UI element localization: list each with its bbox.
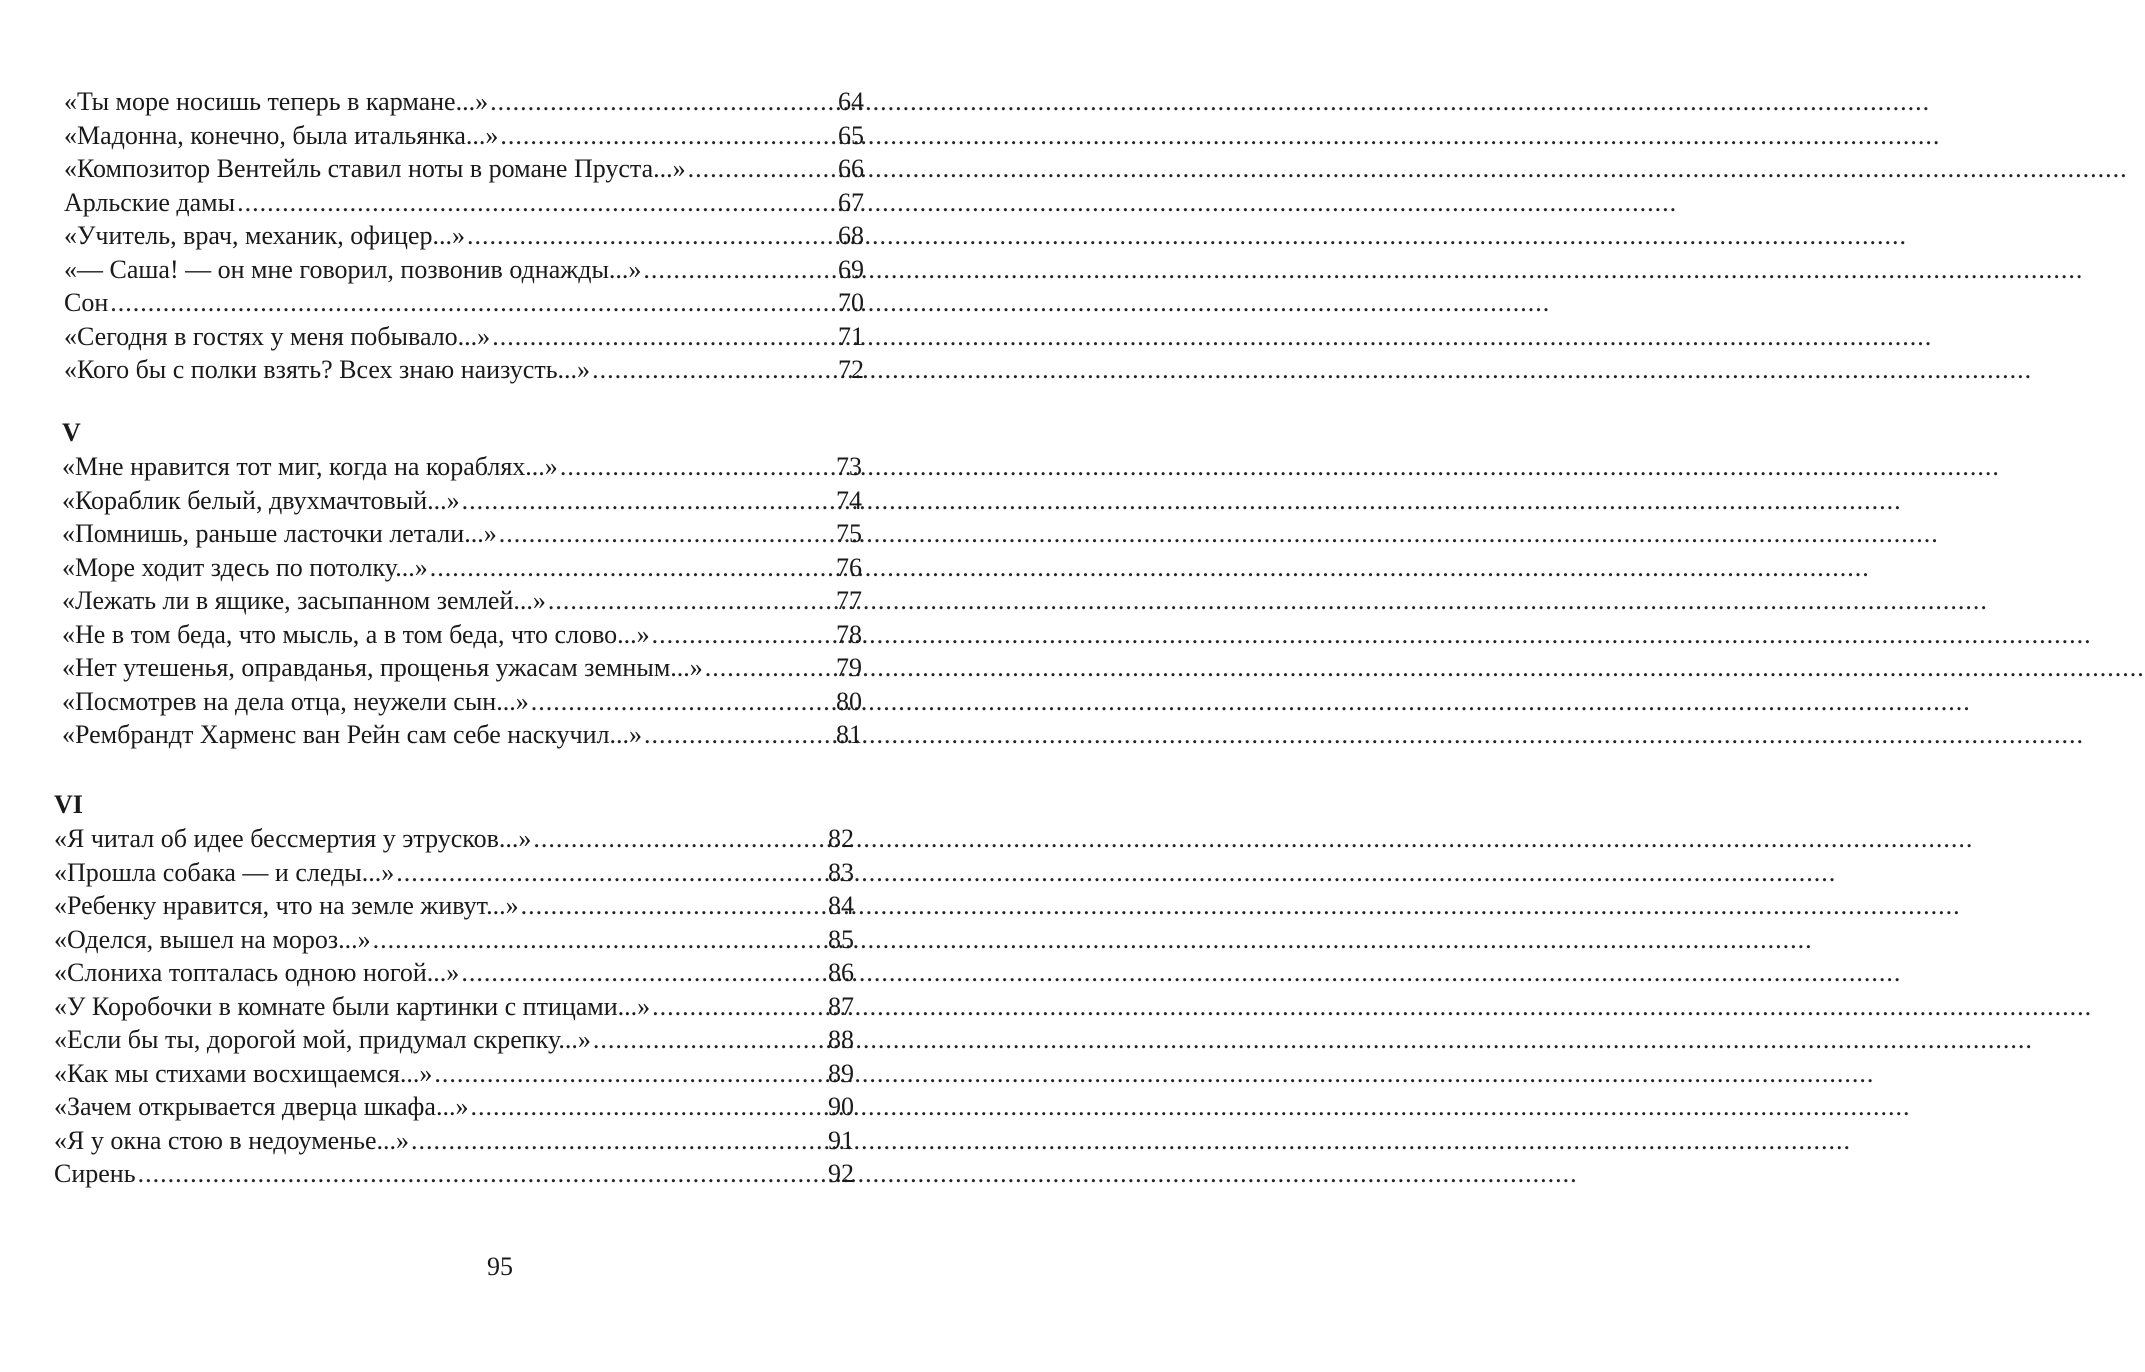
- toc-leader-dots: [499, 517, 834, 551]
- toc-entry-title: «Ребенку нравится, что на земле живут...»: [54, 891, 519, 920]
- toc-leader-dots: [592, 353, 836, 387]
- toc-leader-dots: [467, 219, 836, 253]
- toc-entry-page: 81: [836, 720, 862, 749]
- toc-leader-dots: [138, 1157, 826, 1191]
- toc-leader-dots: [533, 822, 826, 856]
- toc-leader-dots: [434, 1057, 826, 1091]
- toc-leader-dots: [411, 1124, 826, 1158]
- toc-leader-dots: [643, 253, 836, 287]
- toc-entry-title: «Ты море носишь теперь в кармане...»: [64, 87, 489, 116]
- toc-entry-title: «Как мы стихами восхищаемся...»: [54, 1058, 433, 1088]
- toc-entry-page: 86: [828, 958, 854, 987]
- toc-entry: [54, 856, 854, 890]
- toc-entry-page: 66: [838, 154, 864, 183]
- toc-entry-page: 89: [828, 1058, 854, 1088]
- section-heading: VI: [54, 790, 83, 819]
- toc-entry: [54, 956, 854, 990]
- toc-leader-dots: [396, 856, 826, 890]
- toc-leader-dots: [531, 685, 834, 719]
- toc-entry-page: 71: [838, 321, 864, 351]
- toc-entry-page: 82: [828, 824, 854, 853]
- toc-entry-page: 70: [838, 288, 864, 317]
- toc-entry-page: 72: [838, 355, 864, 384]
- toc-entry: [64, 320, 864, 354]
- page-number: 95: [487, 1252, 513, 1281]
- toc-entry-title: «Я читал об идее бессмертия у этрусков...»: [54, 824, 532, 853]
- toc-entry-page: 76: [836, 552, 862, 582]
- toc-entry: [64, 119, 864, 153]
- toc-leader-dots: [652, 990, 826, 1024]
- toc-entry: [54, 923, 854, 957]
- toc-entry-title: Арльские дамы: [64, 187, 236, 217]
- toc-entry-title: «У Коробочки в комнате были картинки с птицами...»: [54, 991, 651, 1021]
- toc-entry: [64, 152, 864, 186]
- toc-entry-page: 90: [828, 1092, 854, 1121]
- toc-section-vi: [54, 788, 854, 1191]
- toc-entry-title: Сирень: [54, 1159, 136, 1188]
- toc-entry: [64, 253, 864, 287]
- toc-entry-page: 87: [828, 991, 854, 1021]
- section-heading: V: [62, 418, 81, 447]
- toc-entry: [64, 286, 864, 320]
- toc-entry-page: 84: [828, 891, 854, 920]
- toc-entry-title: «Оделся, вышел на мороз...»: [54, 924, 371, 954]
- toc-entry-title: «Композитор Вентейль ставил ноты в романе Пруста...»: [64, 154, 686, 183]
- toc-entry: [62, 484, 862, 518]
- toc-entry-title: «Кораблик белый, двухмачтовый...»: [62, 485, 460, 515]
- toc-entry-title: «Если бы ты, дорогой мой, придумал скрепку...»: [54, 1025, 591, 1054]
- toc-leader-dots: [110, 286, 836, 320]
- toc-entry-title: Сон: [64, 288, 109, 317]
- toc-entry-title: «Посмотрев на дела отца, неужели сын...»: [62, 686, 529, 716]
- toc-entry: [54, 1157, 854, 1191]
- toc-entry: [62, 584, 862, 618]
- toc-entry: [64, 353, 864, 387]
- toc-leader-dots: [373, 923, 826, 957]
- toc-entry: [62, 718, 862, 752]
- toc-entry-page: 65: [838, 120, 864, 150]
- toc-entry-page: 73: [836, 452, 862, 481]
- toc-entry-page: 74: [836, 485, 862, 515]
- toc-entry-title: «Мадонна, конечно, была итальянка...»: [64, 120, 499, 150]
- toc-entry-title: «Я у окна стою в недоуменье...»: [54, 1125, 409, 1155]
- toc-leader-dots: [548, 584, 834, 618]
- toc-leader-dots: [461, 956, 826, 990]
- toc-entry-page: 88: [828, 1025, 854, 1054]
- toc-entry-page: 69: [838, 254, 864, 284]
- toc-entry-title: «Не в том беда, что мысль, а в том беда, что слово...»: [62, 619, 650, 649]
- toc-section-v: [62, 416, 862, 752]
- toc-entry: [62, 651, 862, 685]
- toc-entry: [54, 889, 854, 923]
- toc-leader-dots: [521, 889, 826, 923]
- toc-entry-page: 75: [836, 519, 862, 548]
- toc-entry-title: «Сегодня в гостях у меня побывало...»: [64, 321, 491, 351]
- toc-entry-page: 77: [836, 586, 862, 615]
- toc-leader-dots: [492, 320, 836, 354]
- toc-entry-title: «Рембрандт Харменс ван Рейн сам себе наскучил...»: [62, 720, 643, 749]
- toc-entry-title: «Прошла собака — и следы...»: [54, 857, 395, 887]
- toc-entry: [64, 186, 864, 220]
- toc-leader-dots: [705, 651, 834, 685]
- toc-leader-dots: [490, 85, 836, 119]
- toc-entry: [62, 517, 862, 551]
- toc-entry-page: 85: [828, 924, 854, 954]
- toc-entry-page: 92: [828, 1159, 854, 1188]
- toc-entry-title: «Помнишь, раньше ласточки летали...»: [62, 519, 497, 548]
- toc-section-continued: [64, 85, 864, 387]
- toc-entry-page: 91: [828, 1125, 854, 1155]
- toc-leader-dots: [462, 484, 834, 518]
- toc-entry-title: «Нет утешенья, оправданья, прощенья ужасам земным...»: [62, 653, 703, 682]
- toc-entry-title: «Лежать ли в ящике, засыпанном землей...»: [62, 586, 546, 615]
- toc-entry-title: «— Саша! — он мне говорил, позвонив однажды...»: [64, 254, 642, 284]
- toc-leader-dots: [652, 618, 834, 652]
- toc-entry-page: 80: [836, 686, 862, 716]
- toc-entry-title: «Кого бы с полки взять? Всех знаю наизусть...»: [64, 355, 591, 384]
- toc-leader-dots: [500, 119, 836, 153]
- toc-entry-page: 79: [836, 653, 862, 682]
- toc-entry: [64, 85, 864, 119]
- toc-entry: [54, 1090, 854, 1124]
- toc-entry-title: «Учитель, врач, механик, офицер...»: [64, 221, 466, 250]
- toc-entry-title: «Море ходит здесь по потолку...»: [62, 552, 428, 582]
- toc-entry: [54, 1124, 854, 1158]
- toc-entry-title: «Зачем открывается дверца шкафа...»: [54, 1092, 469, 1121]
- toc-entry-title: «Мне нравится тот миг, когда на кораблях...»: [62, 452, 558, 481]
- toc-entry-title: «Слониха топталась одною ногой...»: [54, 958, 460, 987]
- toc-entry: [62, 618, 862, 652]
- toc-leader-dots: [593, 1023, 826, 1057]
- toc-entry-page: 67: [838, 187, 864, 217]
- toc-entry: [54, 1023, 854, 1057]
- toc-leader-dots: [237, 186, 836, 220]
- book-page: [0, 0, 1000, 1372]
- toc-entry: [62, 685, 862, 719]
- toc-leader-dots: [470, 1090, 826, 1124]
- toc-entry: [54, 1057, 854, 1091]
- toc-entry: [64, 219, 864, 253]
- toc-leader-dots: [644, 718, 834, 752]
- toc-entry: [62, 551, 862, 585]
- toc-leader-dots: [430, 551, 834, 585]
- toc-entry: [54, 822, 854, 856]
- toc-entry-page: 64: [838, 87, 864, 116]
- toc-leader-dots: [688, 152, 836, 186]
- toc-entry: [54, 990, 854, 1024]
- toc-entry-page: 78: [836, 619, 862, 649]
- toc-entry-page: 83: [828, 857, 854, 887]
- toc-entry: [62, 450, 862, 484]
- toc-leader-dots: [560, 450, 834, 484]
- toc-entry-page: 68: [838, 221, 864, 250]
